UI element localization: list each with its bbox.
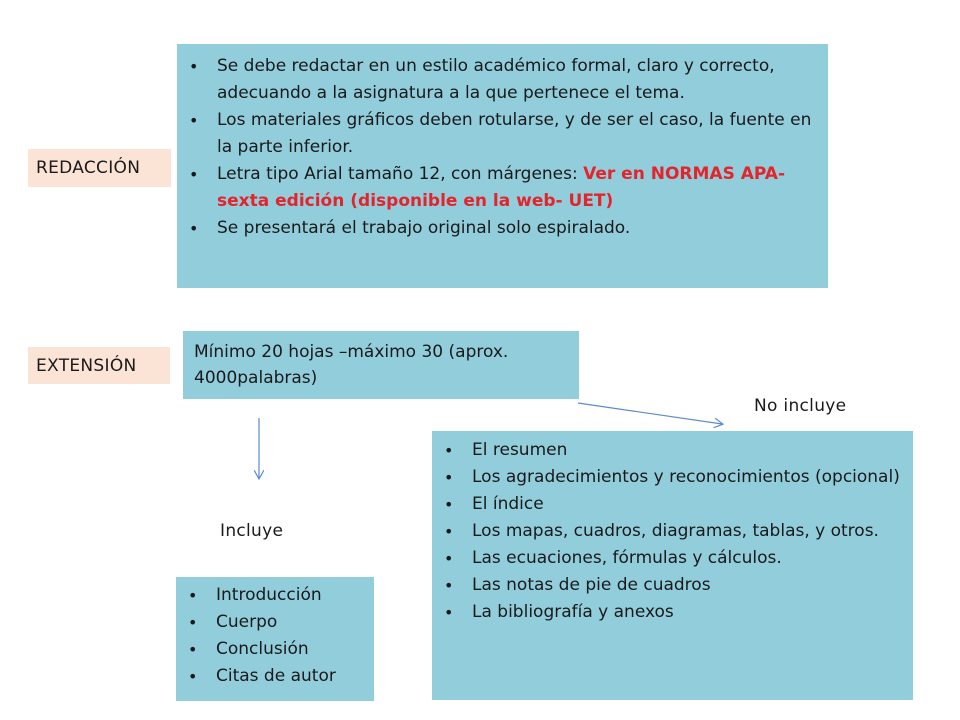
normas-apa-highlight: Ver en NORMAS APA- sexta edición (disponible en la web- UET) bbox=[217, 164, 786, 211]
redaccion-label: REDACCIÓN bbox=[28, 149, 171, 187]
redaccion-item-graficos: • Los materiales gráficos deben rotularse, y de ser el caso, la fuente en la parte inferior. bbox=[177, 107, 816, 161]
redaccion-item-presentacion: • Se presentará el trabajo original solo espiralado. bbox=[177, 215, 816, 242]
no-incluye-item: • El índice bbox=[432, 491, 903, 518]
redaccion-item-letra bbox=[177, 161, 816, 215]
no-incluye-list bbox=[432, 437, 903, 626]
redaccion-list bbox=[177, 53, 816, 242]
incluye-item: • Citas de autor bbox=[176, 663, 368, 690]
no-incluye-item: • Los mapas, cuadros, diagramas, tablas, y otros. bbox=[432, 518, 903, 545]
extension-box: Mínimo 20 hojas –máximo 30 (aprox. 4000palabras) bbox=[183, 331, 579, 399]
incluye-item: • Cuerpo bbox=[176, 609, 368, 636]
incluye-item: • Introducción bbox=[176, 582, 368, 609]
no-incluye-item: • Las notas de pie de cuadros bbox=[432, 572, 903, 599]
incluye-box bbox=[176, 577, 374, 701]
no-incluye-box bbox=[432, 431, 913, 700]
no-incluye-item: • Las ecuaciones, fórmulas y cálculos. bbox=[432, 545, 903, 572]
incluye-label: Incluye bbox=[220, 521, 284, 541]
incluye-item: • Conclusión bbox=[176, 636, 368, 663]
extension-label: EXTENSIÓN bbox=[28, 347, 170, 384]
no-incluye-item: • Los agradecimientos y reconocimientos (opcional) bbox=[432, 464, 903, 491]
letra-text: Letra tipo Arial tamaño 12, con márgenes: bbox=[217, 164, 584, 184]
no-incluye-item: • La bibliografía y anexos bbox=[432, 599, 903, 626]
redaccion-item-estilo: • Se debe redactar en un estilo académico formal, claro y correcto, adecuando a la asignatura a la que pertenece el tema. bbox=[177, 53, 816, 107]
redaccion-box bbox=[177, 44, 828, 288]
incluye-list bbox=[176, 582, 368, 690]
no-incluye-label: No incluye bbox=[754, 396, 847, 416]
arrow-to-no-incluye bbox=[578, 403, 722, 424]
no-incluye-item: • El resumen bbox=[432, 437, 903, 464]
